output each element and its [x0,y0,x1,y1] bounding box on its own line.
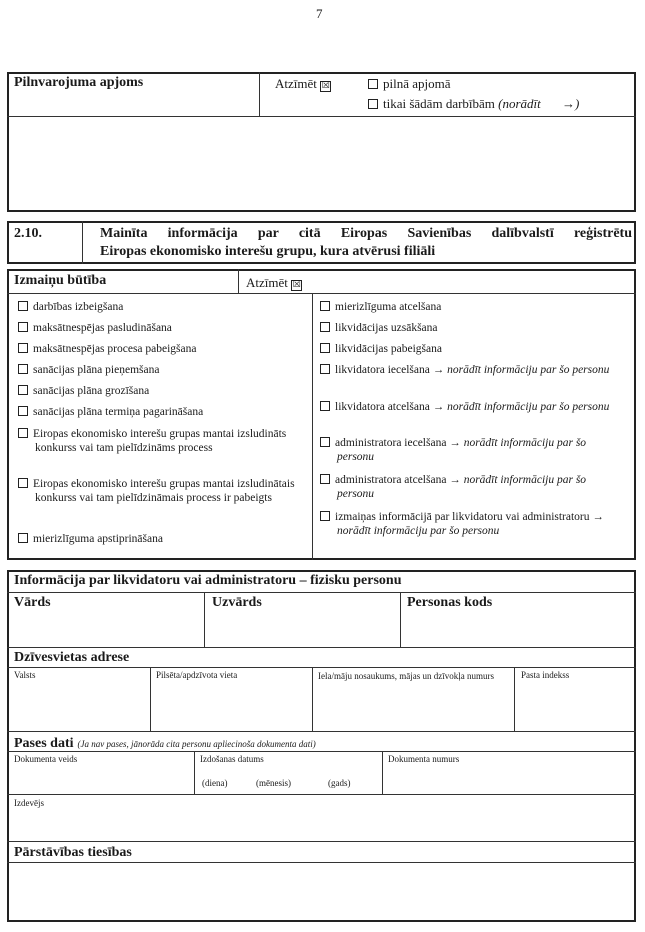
change-option[interactable]: sanācijas plāna grozīšana [18,384,303,398]
change-option[interactable]: likvidācijas pabeigšana [320,342,630,356]
year-label: (gads) [328,778,351,788]
change-option[interactable]: administratora atcelšana → norādīt informāciju par šo personu [320,473,625,501]
change-option[interactable]: maksātnespējas pasludināšana [18,321,303,335]
change-option[interactable]: darbības izbeigšana [18,300,303,314]
checkbox-icon[interactable] [18,322,28,332]
day-label: (diena) [202,778,228,788]
mark-checked-icon: ☒ [292,280,301,290]
change-option[interactable]: sanācijas plāna termiņa pagarināšana [18,405,303,419]
checkbox-icon[interactable] [320,437,330,447]
checkbox-icon[interactable] [320,401,330,411]
personal-code-label: Personas kods [407,595,493,610]
city-label: Pilsēta/apdzīvota vieta [156,670,238,680]
checkbox-icon[interactable] [18,478,28,488]
change-option[interactable]: Eiropas ekonomisko interešu grupas mantai izsludinātais konkurss vai tam pielīdzināmais process ir pabeigts [18,477,298,505]
change-option[interactable]: maksātnespējas procesa pabeigšana [18,342,303,356]
country-label: Valsts [14,670,36,680]
street-field[interactable] [313,696,513,730]
checkbox-icon[interactable] [320,301,330,311]
checkbox-icon[interactable] [18,343,28,353]
changes-mark: Atzīmēt ☒ [246,275,301,290]
street-label: Iela/māju nosaukums, mājas un dzīvokļa numurs [318,671,494,681]
representation-field[interactable] [9,864,634,920]
changes-heading: Izmaiņu būtība [14,273,107,288]
checkbox-icon[interactable] [18,385,28,395]
doc-type-field[interactable] [9,766,193,793]
authority-section [7,72,636,212]
change-option[interactable]: mierizlīguma apstiprināšana [18,532,303,546]
checkbox-icon[interactable] [320,364,330,374]
checkbox-icon[interactable] [18,406,28,416]
issue-date-field[interactable] [195,766,381,778]
checkbox-icon[interactable] [320,343,330,353]
address-heading: Dzīvesvietas adrese [14,650,130,665]
checkbox-icon[interactable] [320,474,330,484]
change-option[interactable]: likvidatora atcelšana → norādīt informāciju par šo personu [320,400,625,414]
country-field[interactable] [9,684,149,730]
doc-number-field[interactable] [383,766,634,793]
representation-heading: Pārstāvības tiesības [14,845,132,860]
passport-heading: Pases dati (Ja nav pases, jānorāda cita personu apliecinoša dokumenta dati) [14,736,316,751]
section-title: Mainīta informācija par citā Eiropas Savienības dalībvalstī reģistrētu Eiropas ekonomisko interešu grupu, kura atvērusi filiāli [100,226,632,259]
authority-option-partial[interactable]: tikai šādām darbībām (norādīt →) [368,96,579,112]
checkbox-icon[interactable] [18,533,28,543]
issuer-label: Izdevējs [14,798,44,808]
checkbox-icon[interactable] [18,428,28,438]
issuer-field[interactable] [9,810,634,840]
change-option[interactable]: administratora iecelšana → norādīt informāciju par šo personu [320,436,625,464]
page-number: 7 [316,6,323,21]
change-option[interactable]: mierizlīguma atcelšana [320,300,630,314]
mark-checked-icon: ☒ [321,81,330,91]
section-number: 2.10. [14,226,42,241]
doc-type-label: Dokumenta veids [14,754,78,764]
month-label: (mēnesis) [256,778,291,788]
surname-label: Uzvārds [212,595,262,610]
checkbox-icon[interactable] [18,364,28,374]
name-label: Vārds [14,595,51,610]
change-option[interactable]: likvidatora iecelšana → norādīt informāciju par šo personu [320,363,625,377]
checkbox-icon[interactable] [320,511,330,521]
personal-code-field[interactable] [401,612,634,646]
checkbox-icon[interactable] [320,322,330,332]
change-option[interactable]: Eiropas ekonomisko interešu grupas mantai izsludināts konkurss vai tam pielīdzināms process [18,427,293,455]
change-option[interactable]: sanācijas plāna pieņemšana [18,363,303,377]
name-field[interactable] [9,612,203,646]
authority-mark: Atzīmēt ☒ [275,76,330,91]
person-heading: Informācija par likvidatoru vai administratoru – fizisku personu [14,573,402,588]
authority-heading: Pilnvarojuma apjoms [14,75,144,90]
city-field[interactable] [151,684,311,730]
checkbox-icon[interactable] [368,79,378,89]
authority-option-full[interactable]: pilnā apjomā [368,76,451,92]
checkbox-icon[interactable] [368,99,378,109]
change-option[interactable]: izmaiņas informācijā par likvidatoru vai administratoru → norādīt informāciju par šo personu [320,510,605,538]
checkbox-icon[interactable] [18,301,28,311]
issue-date-label: Izdošanas datums [200,754,264,764]
change-option[interactable]: likvidācijas uzsākšana [320,321,630,335]
postcode-label: Pasta indekss [521,670,570,680]
surname-field[interactable] [205,612,399,646]
doc-number-label: Dokumenta numurs [388,754,460,764]
postcode-field[interactable] [515,684,634,730]
